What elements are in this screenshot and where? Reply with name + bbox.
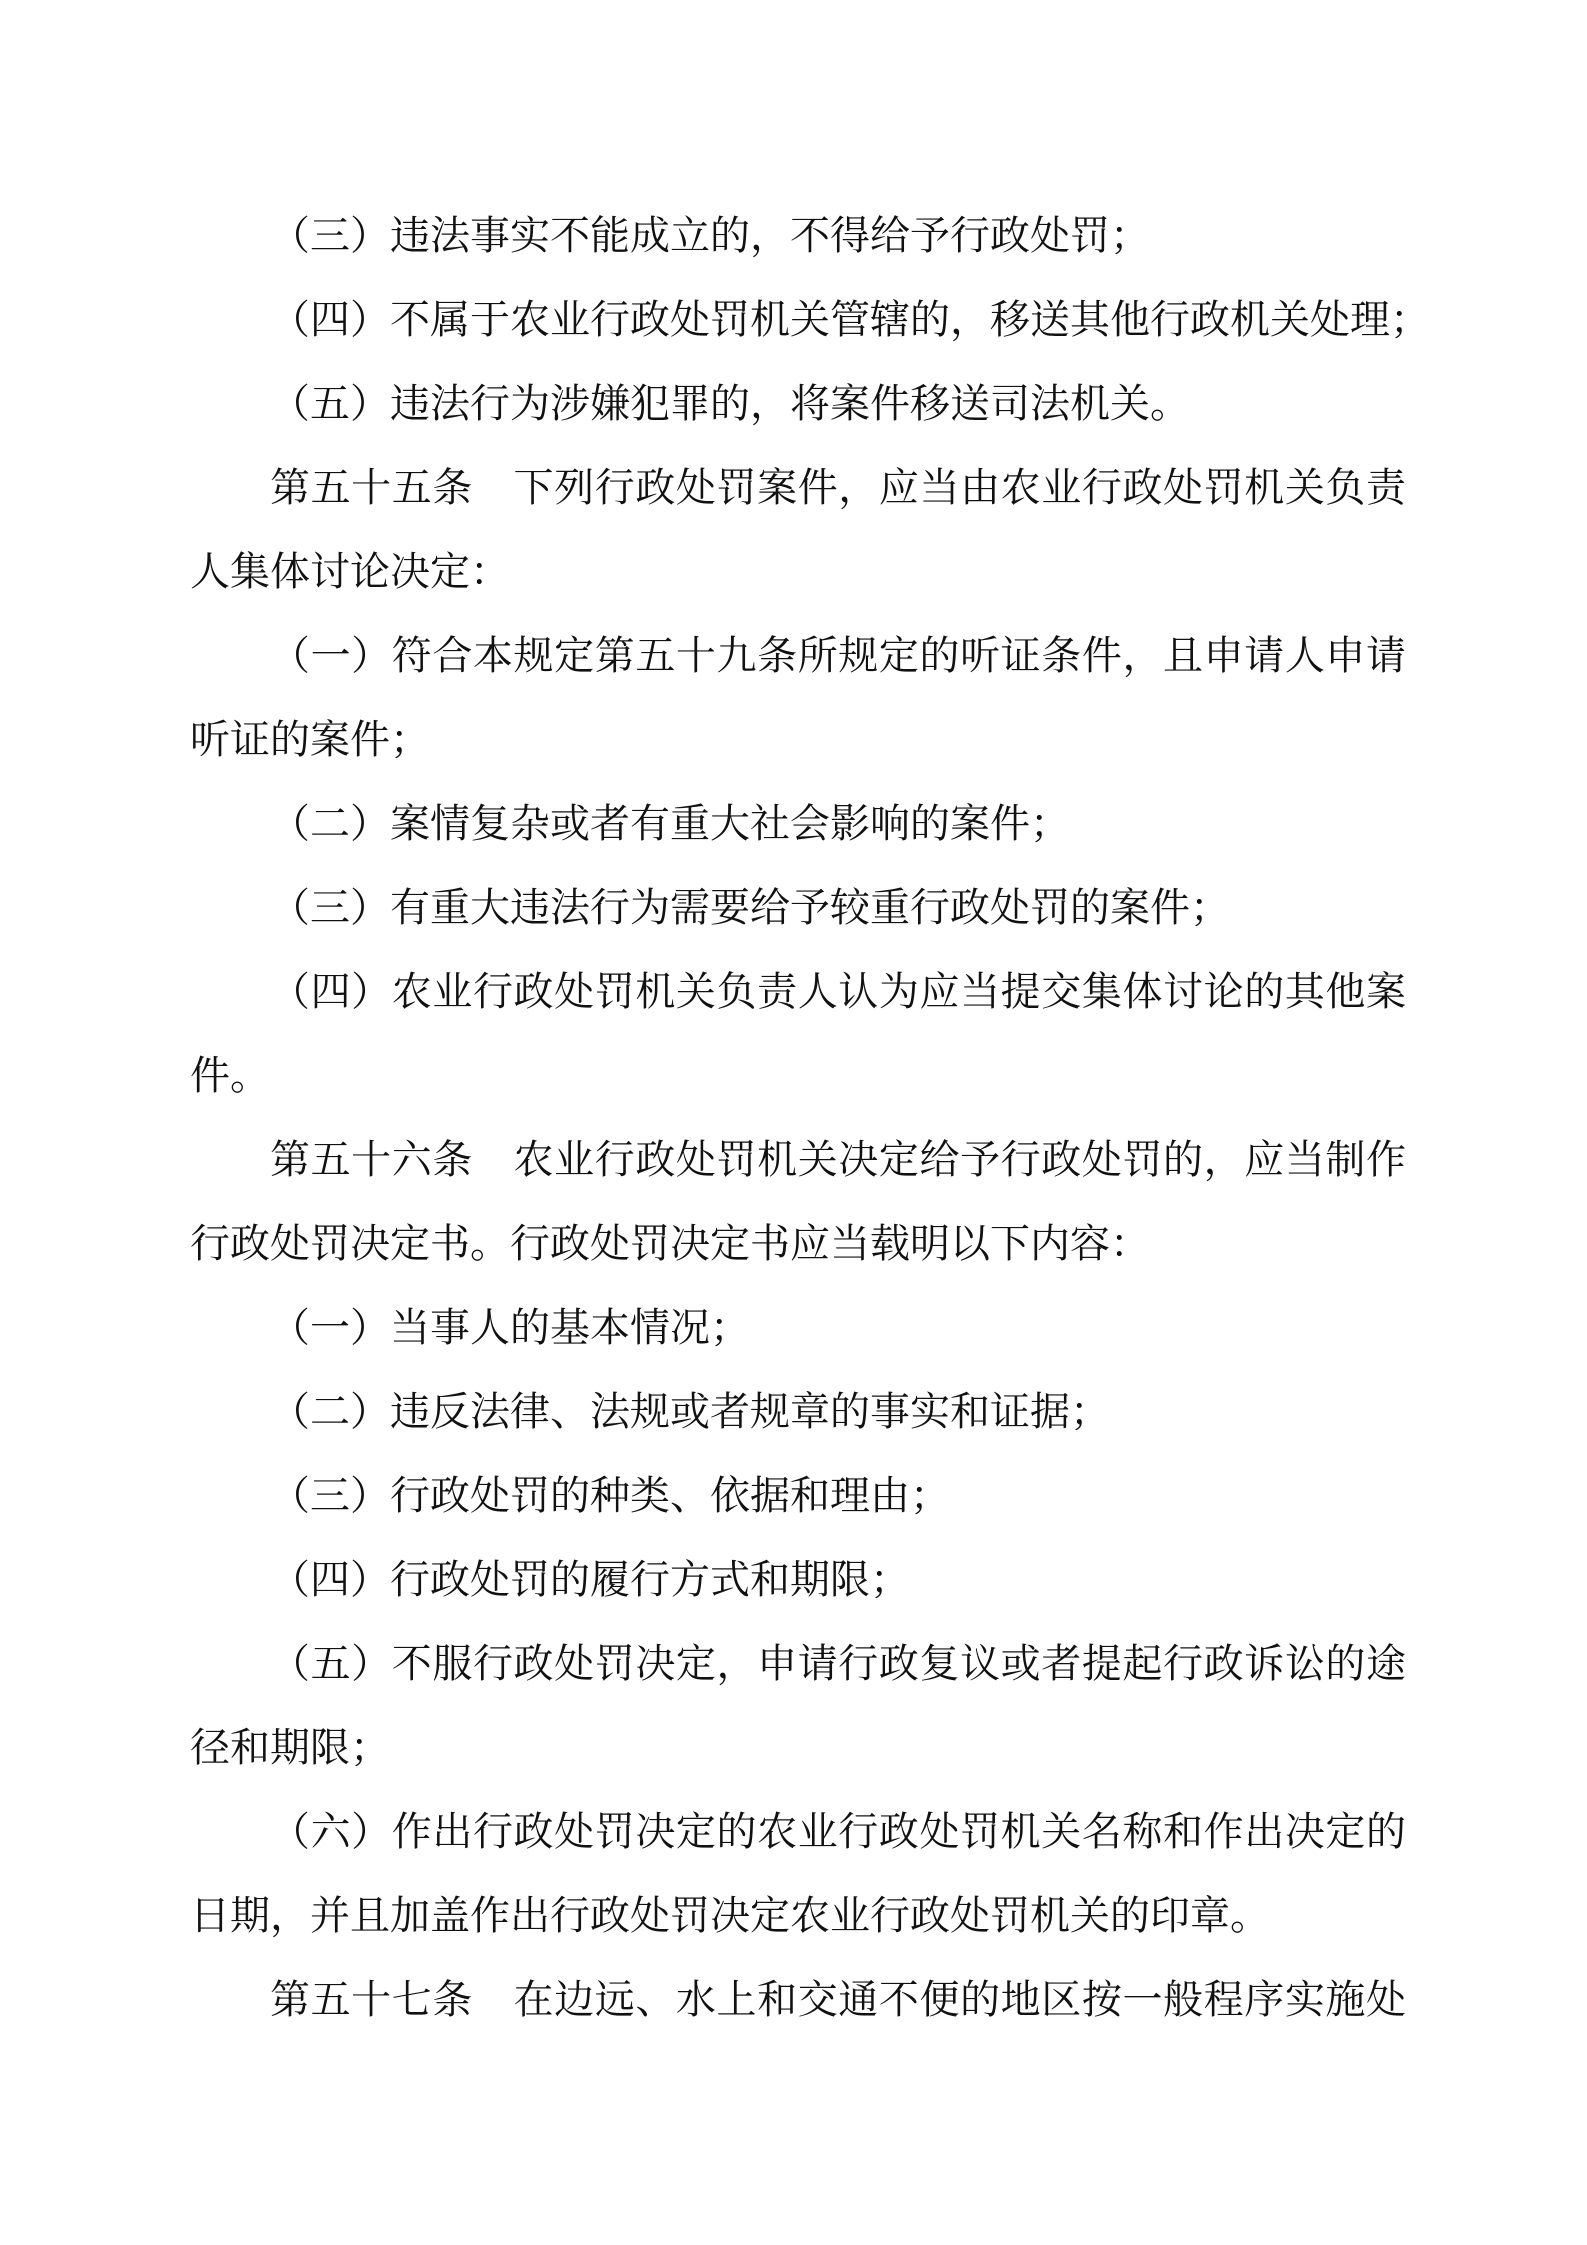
text-line: （二）案情复杂或者有重大社会影响的案件； bbox=[270, 801, 1070, 847]
article-heading-line: 第五十五条 下列行政处罚案件，应当由农业行政处罚机关负责 bbox=[270, 465, 1406, 511]
text-line: （五）不服行政处罚决定，申请行政复议或者提起行政诉讼的途 bbox=[270, 1641, 1406, 1687]
text-line: 日期，并且加盖作出行政处罚决定农业行政处罚机关的印章。 bbox=[190, 1893, 1270, 1939]
text-line: 人集体讨论决定： bbox=[190, 549, 510, 595]
text-line: （四）农业行政处罚机关负责人认为应当提交集体讨论的其他案 bbox=[270, 969, 1406, 1015]
text-line: （三）违法事实不能成立的，不得给予行政处罚； bbox=[270, 213, 1150, 259]
text-line: 件。 bbox=[190, 1053, 270, 1099]
text-line: （五）违法行为涉嫌犯罪的，将案件移送司法机关。 bbox=[270, 381, 1190, 427]
text-line: （四）行政处罚的履行方式和期限； bbox=[270, 1557, 910, 1603]
text-line: （六）作出行政处罚决定的农业行政处罚机关名称和作出决定的 bbox=[270, 1809, 1406, 1855]
article-heading-line: 第五十六条 农业行政处罚机关决定给予行政处罚的，应当制作 bbox=[270, 1137, 1406, 1183]
text-line: 径和期限； bbox=[190, 1725, 390, 1771]
text-line: （一）符合本规定第五十九条所规定的听证条件，且申请人申请 bbox=[270, 633, 1406, 679]
text-line: （三）有重大违法行为需要给予较重行政处罚的案件； bbox=[270, 885, 1230, 931]
text-line: （四）不属于农业行政处罚机关管辖的，移送其他行政机关处理； bbox=[270, 297, 1430, 343]
text-line: 听证的案件； bbox=[190, 717, 430, 763]
text-line: （一）当事人的基本情况； bbox=[270, 1305, 750, 1351]
text-line: 行政处罚决定书。行政处罚决定书应当载明以下内容： bbox=[190, 1221, 1150, 1267]
text-line: （三）行政处罚的种类、依据和理由； bbox=[270, 1473, 950, 1519]
article-heading-line: 第五十七条 在边远、水上和交通不便的地区按一般程序实施处 bbox=[270, 1977, 1406, 2023]
text-line: （二）违反法律、法规或者规章的事实和证据； bbox=[270, 1389, 1110, 1435]
